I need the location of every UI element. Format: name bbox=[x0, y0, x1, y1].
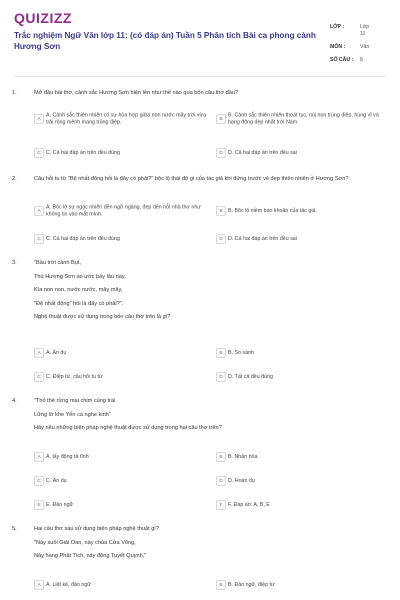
option-text: C. Cả hai đáp án trên đều đúng bbox=[46, 235, 120, 242]
option-text: D. Cả hai đáp án trên đều sai bbox=[228, 235, 297, 242]
question-body bbox=[34, 260, 386, 328]
option-letter-badge: B bbox=[216, 452, 226, 462]
option-letter-badge: D bbox=[216, 148, 226, 158]
option-d[interactable] bbox=[216, 474, 392, 488]
option-f[interactable] bbox=[216, 498, 392, 512]
option-text: C. Cả hai đáp án trên đều đúng bbox=[46, 149, 120, 156]
question-4 bbox=[12, 398, 388, 518]
option-c[interactable] bbox=[34, 232, 210, 246]
option-c[interactable] bbox=[34, 474, 210, 488]
option-letter-badge: C bbox=[34, 148, 44, 158]
option-letter-badge: B bbox=[216, 206, 226, 216]
question-1 bbox=[12, 90, 388, 170]
question-line: "Đệ nhất động" hỏi là đây có phải?". bbox=[34, 300, 124, 307]
question-number: 1. bbox=[12, 90, 17, 96]
option-letter-badge: B bbox=[216, 114, 226, 124]
header-divider bbox=[14, 76, 386, 77]
option-letter-badge: A bbox=[34, 206, 44, 216]
question-prompt: Câu hỏi tu từ "Bệ nhất động hỏi là đây có phải?" bộc lộ thái độ gì của tác giả khi đứng trước vẻ đẹp thiên nhiên ở Hương Sơn? bbox=[34, 176, 349, 182]
option-letter-badge: B bbox=[216, 580, 226, 590]
quizizz-logo: QUIZIZZ bbox=[14, 10, 72, 26]
option-letter-badge: C bbox=[34, 234, 44, 244]
option-text: C. Ẩn dụ bbox=[46, 477, 67, 484]
question-body bbox=[34, 398, 386, 439]
meta-info bbox=[330, 24, 400, 70]
option-e[interactable] bbox=[34, 498, 210, 512]
option-letter-badge: A bbox=[34, 114, 44, 124]
question-body bbox=[34, 90, 386, 98]
question-prompt: Nghệ thuật được sử dụng trong bốn câu thơ trên là gì? bbox=[34, 314, 171, 320]
question-line: Kìa non non, nước nước, mây mây, bbox=[34, 287, 123, 293]
option-letter-badge: A bbox=[34, 348, 44, 358]
question-line: Lững lờ khe Yến cá nghe kinh" bbox=[34, 411, 111, 418]
option-text: B. Bộc lộ niềm bán khoăn của tác giả. bbox=[228, 207, 317, 214]
option-letter-badge: B bbox=[216, 348, 226, 358]
option-text: A. Liệt kê, đảo ngữ bbox=[46, 581, 91, 588]
question-number: 4. bbox=[12, 398, 17, 404]
question-number: 5. bbox=[12, 526, 17, 532]
socau-value: 8 bbox=[360, 57, 363, 63]
option-text: D. Hoán dụ bbox=[228, 477, 255, 484]
option-a[interactable] bbox=[34, 202, 210, 220]
mon-value: Văn bbox=[360, 44, 370, 50]
mon-label: MÔN : bbox=[330, 44, 346, 50]
question-line: Thú Hương Sơn ao ước bấy lâu nay. bbox=[34, 273, 126, 280]
option-text: E. Đảo ngữ bbox=[46, 501, 74, 508]
option-b[interactable] bbox=[216, 202, 392, 220]
option-a[interactable] bbox=[34, 450, 210, 464]
option-letter-badge: E bbox=[34, 500, 44, 510]
lop-value: Lớp 11 bbox=[360, 24, 370, 37]
option-letter-badge: D bbox=[216, 476, 226, 486]
question-line: Này hang Phật Tích, này động Tuyết Quynh," bbox=[34, 553, 147, 559]
option-text: B. Đảo ngữ, điệp từ bbox=[228, 581, 275, 588]
option-letter-badge: D bbox=[216, 372, 226, 382]
option-b[interactable] bbox=[216, 450, 392, 464]
option-a[interactable] bbox=[34, 346, 210, 360]
worksheet-header bbox=[14, 10, 386, 72]
question-line: "Bầu trời cảnh Bụt, bbox=[34, 260, 82, 266]
question-body bbox=[34, 176, 386, 184]
option-b[interactable] bbox=[216, 346, 392, 360]
question-prompt: Hai câu thơ sau sử dụng biện pháp nghệ thuật gì? bbox=[34, 526, 159, 532]
option-text: A. Ẩn dụ bbox=[46, 349, 67, 356]
option-d[interactable] bbox=[216, 370, 392, 384]
socau-label: SỐ CÂU : bbox=[330, 57, 354, 63]
option-letter-badge: A bbox=[34, 580, 44, 590]
option-letter-badge: F bbox=[216, 500, 226, 510]
question-number: 2. bbox=[12, 176, 17, 182]
option-a[interactable] bbox=[34, 578, 210, 592]
option-text: C. Điệp từ, câu hỏi tu từ bbox=[46, 373, 103, 380]
option-b[interactable] bbox=[216, 110, 392, 128]
option-text: A. Cảnh sắc thiên nhiên có sự hòa hợp giữa non nước mây trời vừa trải rộng mênh mang trùng điệp. bbox=[46, 112, 207, 125]
question-prompt: Mở đầu bài thơ, cảnh sắc Hương Sơn hiện lên như thế nào qua bốn câu thơ đầu? bbox=[34, 90, 239, 96]
option-text: A. Bộc lộ sự ngạc nhiên đến ngỡ ngàng, đẹp đến nỗi nhà thơ như không tin vào mắt mình. bbox=[46, 204, 201, 217]
option-text: A. lấy động tả tĩnh bbox=[46, 453, 89, 460]
lop-label: LỚP : bbox=[330, 24, 345, 30]
option-letter-badge: C bbox=[34, 372, 44, 382]
option-text: B. So sánh bbox=[228, 349, 254, 356]
question-5 bbox=[12, 526, 388, 596]
option-letter-badge: C bbox=[34, 476, 44, 486]
question-number: 3. bbox=[12, 260, 17, 266]
meta-socau bbox=[330, 57, 400, 64]
question-prompt: Hãy nêu những biện pháp nghệ thuật được sử dụng trong hai câu thơ trên? bbox=[34, 425, 222, 431]
question-line: "Này suối Giải Oan, này chùa Cửa Võng, bbox=[34, 539, 136, 546]
option-a[interactable] bbox=[34, 110, 210, 128]
option-d[interactable] bbox=[216, 232, 392, 246]
meta-lop bbox=[330, 24, 400, 38]
option-letter-badge: D bbox=[216, 234, 226, 244]
question-body bbox=[34, 526, 386, 567]
option-text: F. Đáp án: A, B, E bbox=[228, 501, 270, 508]
option-c[interactable] bbox=[34, 370, 210, 384]
question-3 bbox=[12, 260, 388, 388]
option-b[interactable] bbox=[216, 578, 392, 592]
question-2 bbox=[12, 176, 388, 256]
worksheet-title: Trắc nghiệm Ngữ Văn lớp 11: (có đáp án) Tuần 5 Phân tích Bài ca phong cảnh Hương Sơn bbox=[14, 31, 316, 51]
option-text: B. Cảnh sắc thiên nhiên thoát tục, núi non trùng điệp, hùng vĩ và hang động đẹp nhất trời Nam bbox=[228, 112, 379, 125]
option-text: D. Tất cả đều đúng bbox=[228, 373, 273, 380]
meta-mon bbox=[330, 44, 400, 51]
option-text: D. Cả hai đáp án trên đều sai bbox=[228, 149, 297, 156]
option-c[interactable] bbox=[34, 146, 210, 160]
option-d[interactable] bbox=[216, 146, 392, 160]
option-letter-badge: A bbox=[34, 452, 44, 462]
option-text: B. Nhân hóa bbox=[228, 453, 258, 460]
question-line: "Thỏ thẻ rừng mai chim cúng trái bbox=[34, 398, 116, 404]
